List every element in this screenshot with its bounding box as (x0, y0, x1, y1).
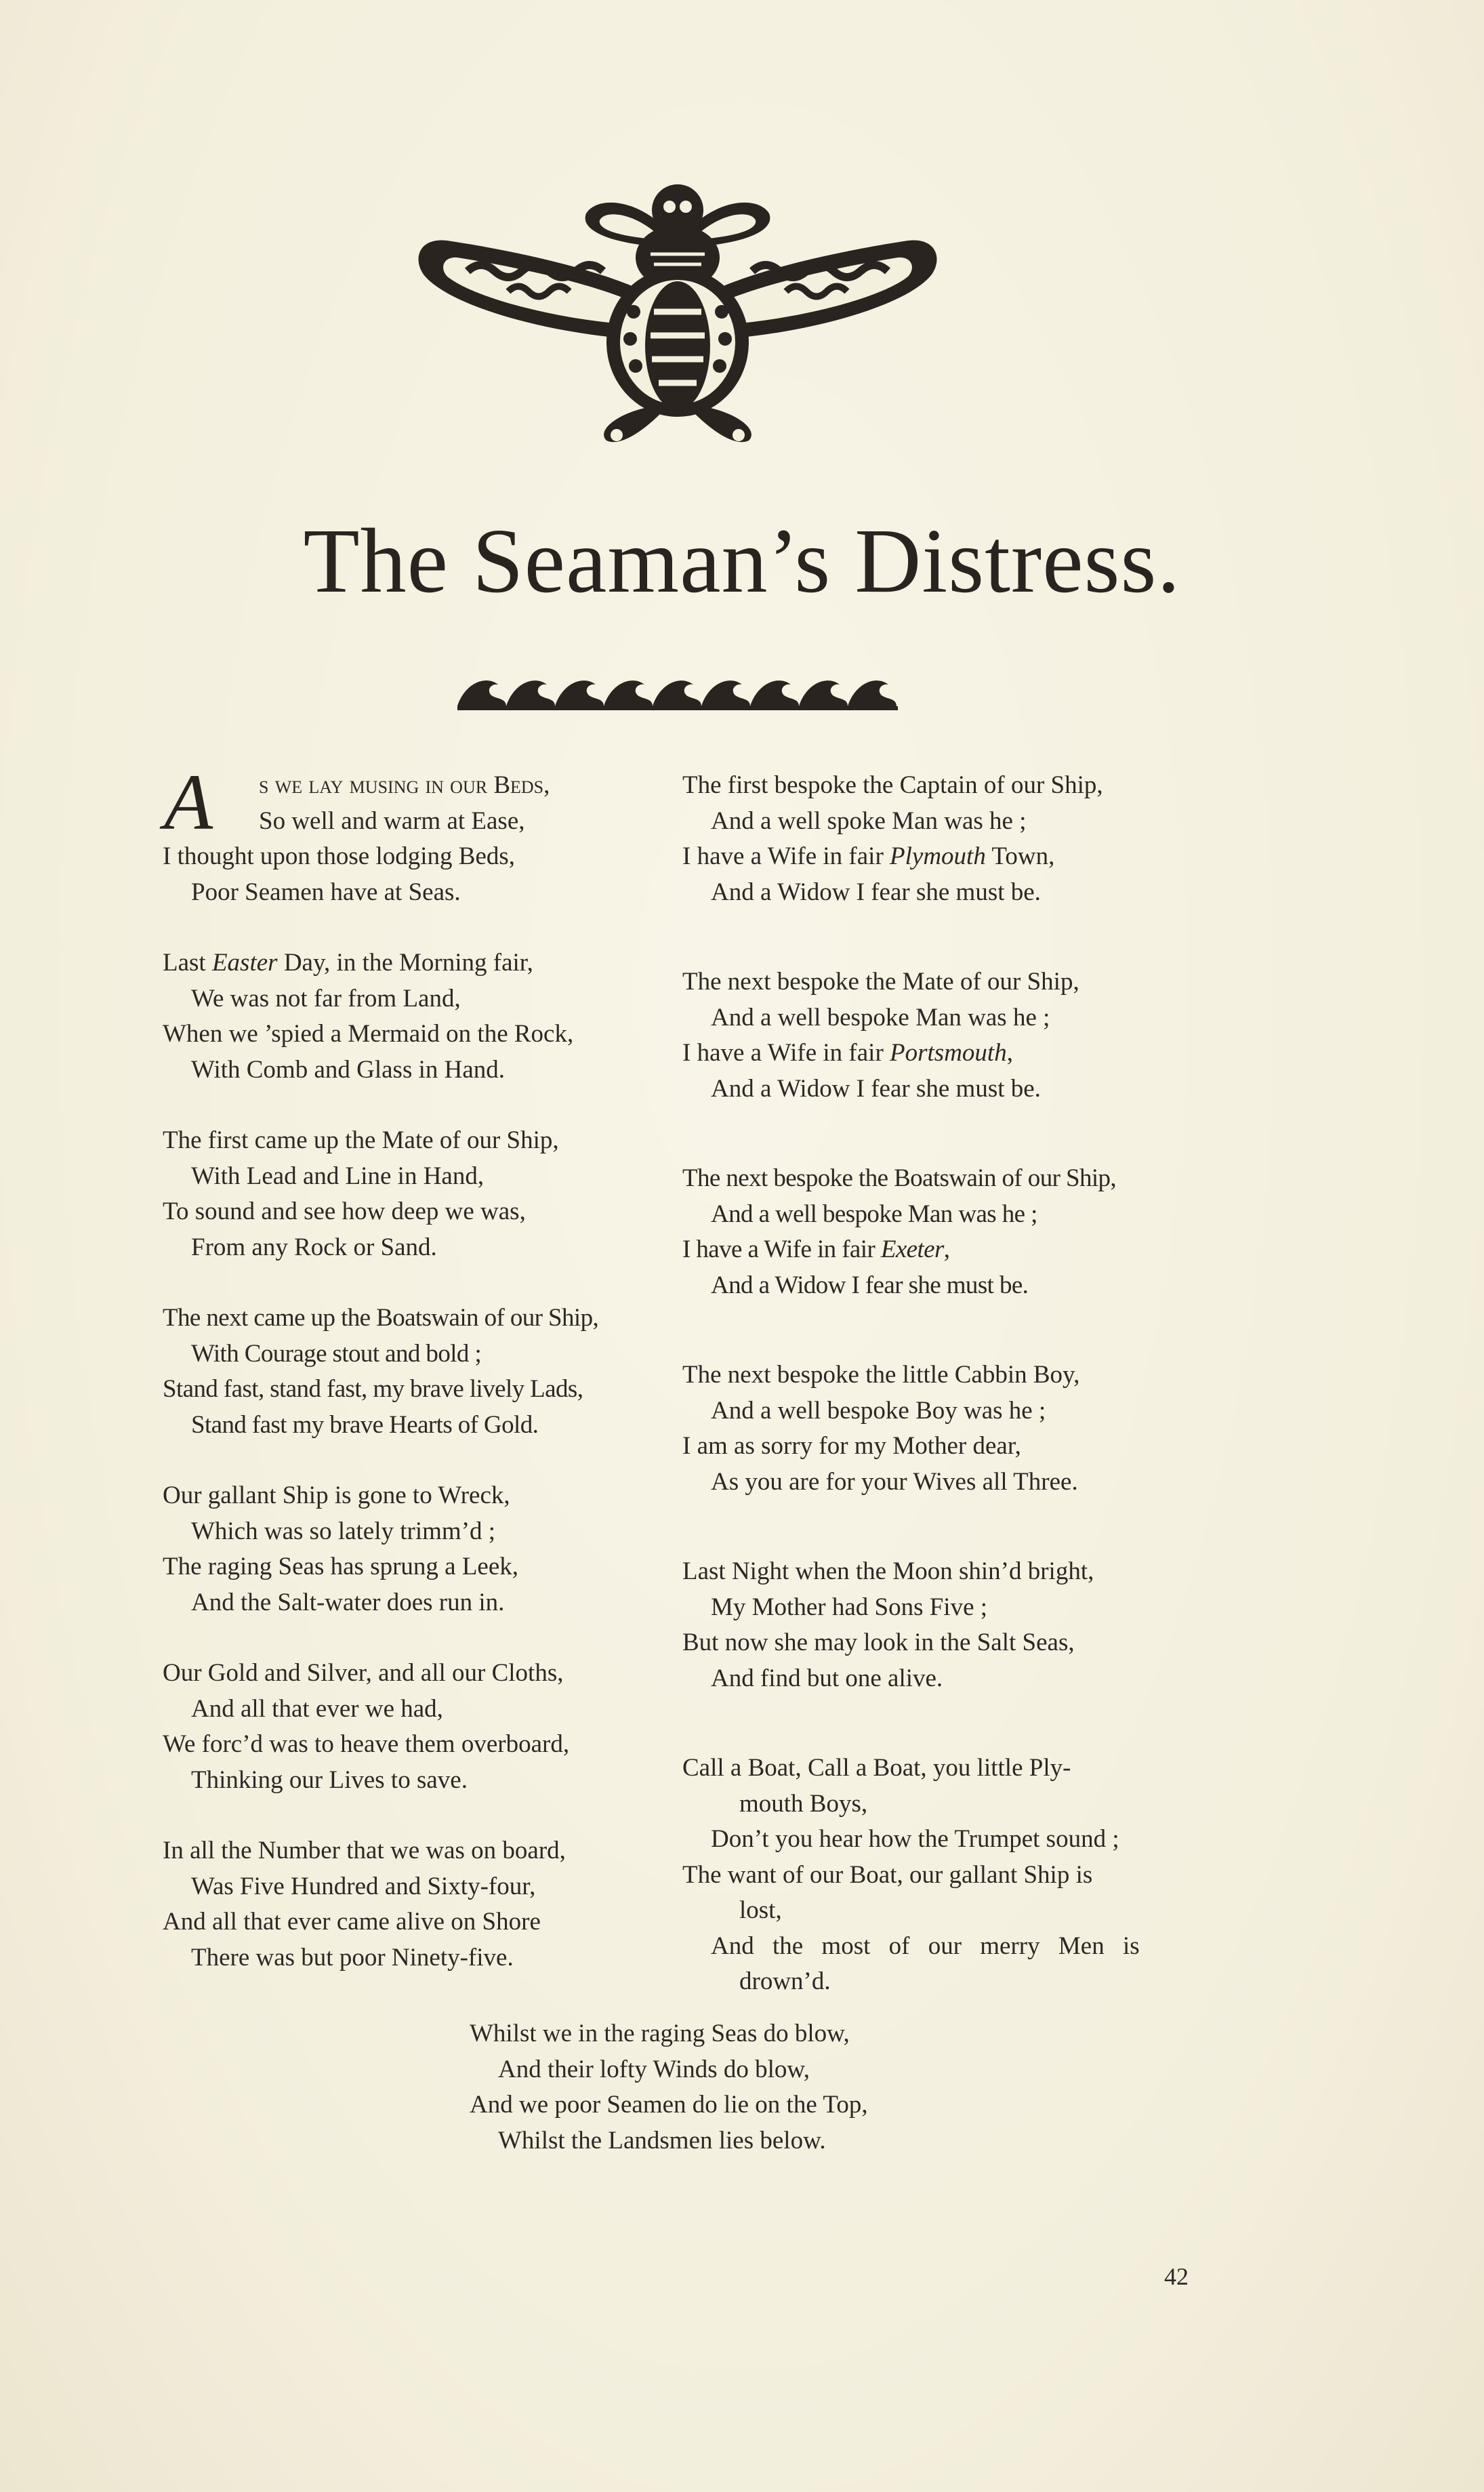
verse-line: Whilst the Landsmen lies below. (498, 2126, 826, 2154)
verse-line: I am as sorry for my Mother dear, (682, 1432, 1021, 1460)
verse-line: lost, (739, 1896, 782, 1924)
verse-line: The first came up the Mate of our Ship, (163, 1126, 559, 1154)
verse-text: , (943, 1235, 950, 1263)
verse-line: And their lofty Winds do blow, (498, 2055, 810, 2083)
verse-line: The raging Seas has sprung a Leek, (163, 1553, 519, 1580)
place-name: Easter (211, 949, 278, 977)
stanza-2 (163, 945, 691, 1088)
verse-text: I have a Wife in fair (682, 1235, 881, 1263)
place-name: Plymouth (890, 842, 986, 870)
stanza-7 (163, 1833, 691, 1976)
verse-line: And a well bespoke Man was he ; (711, 1003, 1050, 1031)
verse-line: drown’d. (739, 1967, 831, 1995)
verse-line: To sound and see how deep we was, (163, 1198, 526, 1225)
verse-line: Our gallant Ship is gone to Wreck, (163, 1482, 510, 1509)
verse-line: And a Widow I fear she must be. (711, 1271, 1029, 1299)
drop-cap: A (164, 758, 213, 846)
verse-line: And a Widow I fear she must be. (711, 1074, 1041, 1103)
verse-line: And find but one alive. (711, 1664, 943, 1692)
verse-line: From any Rock or Sand. (191, 1233, 437, 1261)
verse-line: mouth Boys, (739, 1789, 868, 1818)
verse-line: Call a Boat, Call a Boat, you little Ply- (682, 1754, 1071, 1782)
page-title: The Seaman’s Distress. (303, 510, 1181, 612)
first-line-text: s we lay musing in our Beds, (259, 771, 550, 799)
verse-line: My Mother had Sons Five ; (711, 1593, 988, 1621)
right-column (682, 768, 1211, 2000)
verse-line: Was Five Hundred and Sixty-four, (191, 1872, 536, 1900)
left-column (163, 758, 691, 1976)
verse-line: Whilst we in the raging Seas do blow, (470, 2020, 850, 2047)
verse-line: Last Night when the Moon shin’d bright, (682, 1557, 1094, 1585)
bee-ornament-icon (407, 169, 949, 447)
verse-line: And the Salt-water does run in. (191, 1588, 505, 1616)
stanza-1 (163, 758, 691, 910)
verse-line: So well and warm at Ease, (259, 806, 525, 835)
verse-line: And a well spoke Man was he ; (711, 806, 1027, 835)
verse-line: We forc’d was to heave them overboard, (163, 1730, 570, 1758)
stanza-3 (163, 1123, 691, 1265)
stanza-5 (163, 1478, 691, 1620)
verse-text: Last (163, 949, 212, 977)
verse-line: Thinking our Lives to save. (191, 1765, 468, 1794)
verse-text: Town, (985, 842, 1055, 870)
verse-line: And the most of our merry Men is (711, 1932, 1140, 1960)
wave-divider-icon (457, 671, 898, 712)
verse-line: The next bespoke the little Cabbin Boy, (682, 1361, 1080, 1389)
verse-line: And a Widow I fear she must be. (711, 878, 1041, 906)
verse-line: And all that ever we had, (191, 1694, 443, 1723)
verse-line: The first bespoke the Captain of our Ship, (682, 771, 1103, 799)
verse-text: Day, in the Morning fair, (277, 949, 533, 977)
verse-line: Stand fast my brave Hearts of Gold. (191, 1410, 539, 1439)
stanza-9 (682, 964, 1211, 1107)
verse-line: Poor Seamen have at Seas. (191, 878, 461, 906)
verse-line: The next bespoke the Boatswain of our Ship, (682, 1164, 1117, 1192)
verse-line: Don’t you hear how the Trumpet sound ; (711, 1825, 1119, 1853)
verse-line (682, 839, 1211, 875)
page-number: 42 (1164, 2263, 1189, 2290)
verse-text: , (1006, 1039, 1013, 1067)
verse-line: And all that ever came alive on Shore (163, 1908, 541, 1936)
place-name: Portsmouth (890, 1039, 1007, 1067)
place-name: Exeter (880, 1235, 944, 1263)
verse-line: But now she may look in the Salt Seas, (682, 1629, 1075, 1656)
verse-line (163, 945, 691, 981)
verse-line: And a well bespoke Man was he ; (711, 1200, 1037, 1228)
verse-line: Which was so lately trimm’d ; (191, 1517, 496, 1545)
verse-line: The next bespoke the Mate of our Ship, (682, 968, 1079, 996)
verse-line: And a well bespoke Boy was he ; (711, 1396, 1046, 1425)
verse-line: With Lead and Line in Hand, (191, 1162, 485, 1190)
verse-line: When we ’spied a Mermaid on the Rock, (163, 1020, 574, 1048)
stanza-4 (163, 1301, 691, 1443)
verse-text: I have a Wife in fair (682, 842, 890, 870)
verse-line: Stand fast, stand fast, my brave lively Lads, (163, 1375, 583, 1403)
verse-line: I thought upon those lodging Beds, (163, 842, 516, 870)
stanza-8 (682, 768, 1211, 910)
stanza-6 (163, 1656, 691, 1798)
stanza-13 (682, 1751, 1211, 2000)
verse-line (682, 1232, 1211, 1268)
verse-line: We was not far from Land, (191, 984, 461, 1013)
verse-line: With Comb and Glass in Hand. (191, 1055, 506, 1084)
verse-line: In all the Number that we was on board, (163, 1837, 566, 1864)
stanza-10 (682, 1161, 1211, 1303)
verse-line: There was but poor Ninety-five. (191, 1943, 514, 1972)
verse-line: With Courage stout and bold ; (191, 1339, 482, 1368)
final-stanza (470, 2016, 1079, 2159)
stanza-11 (682, 1357, 1211, 1500)
verse-text: I have a Wife in fair (682, 1039, 890, 1067)
verse-line: As you are for your Wives all Three. (711, 1467, 1078, 1496)
verse-line: And we poor Seamen do lie on the Top, (470, 2091, 868, 2119)
verse-line: The want of our Boat, our gallant Ship is (682, 1860, 1093, 1889)
verse-line: Our Gold and Silver, and all our Cloths, (163, 1659, 564, 1687)
stanza-12 (682, 1554, 1211, 1696)
verse-line (682, 1036, 1211, 1071)
verse-line: The next came up the Boatswain of our Ship, (163, 1304, 599, 1332)
